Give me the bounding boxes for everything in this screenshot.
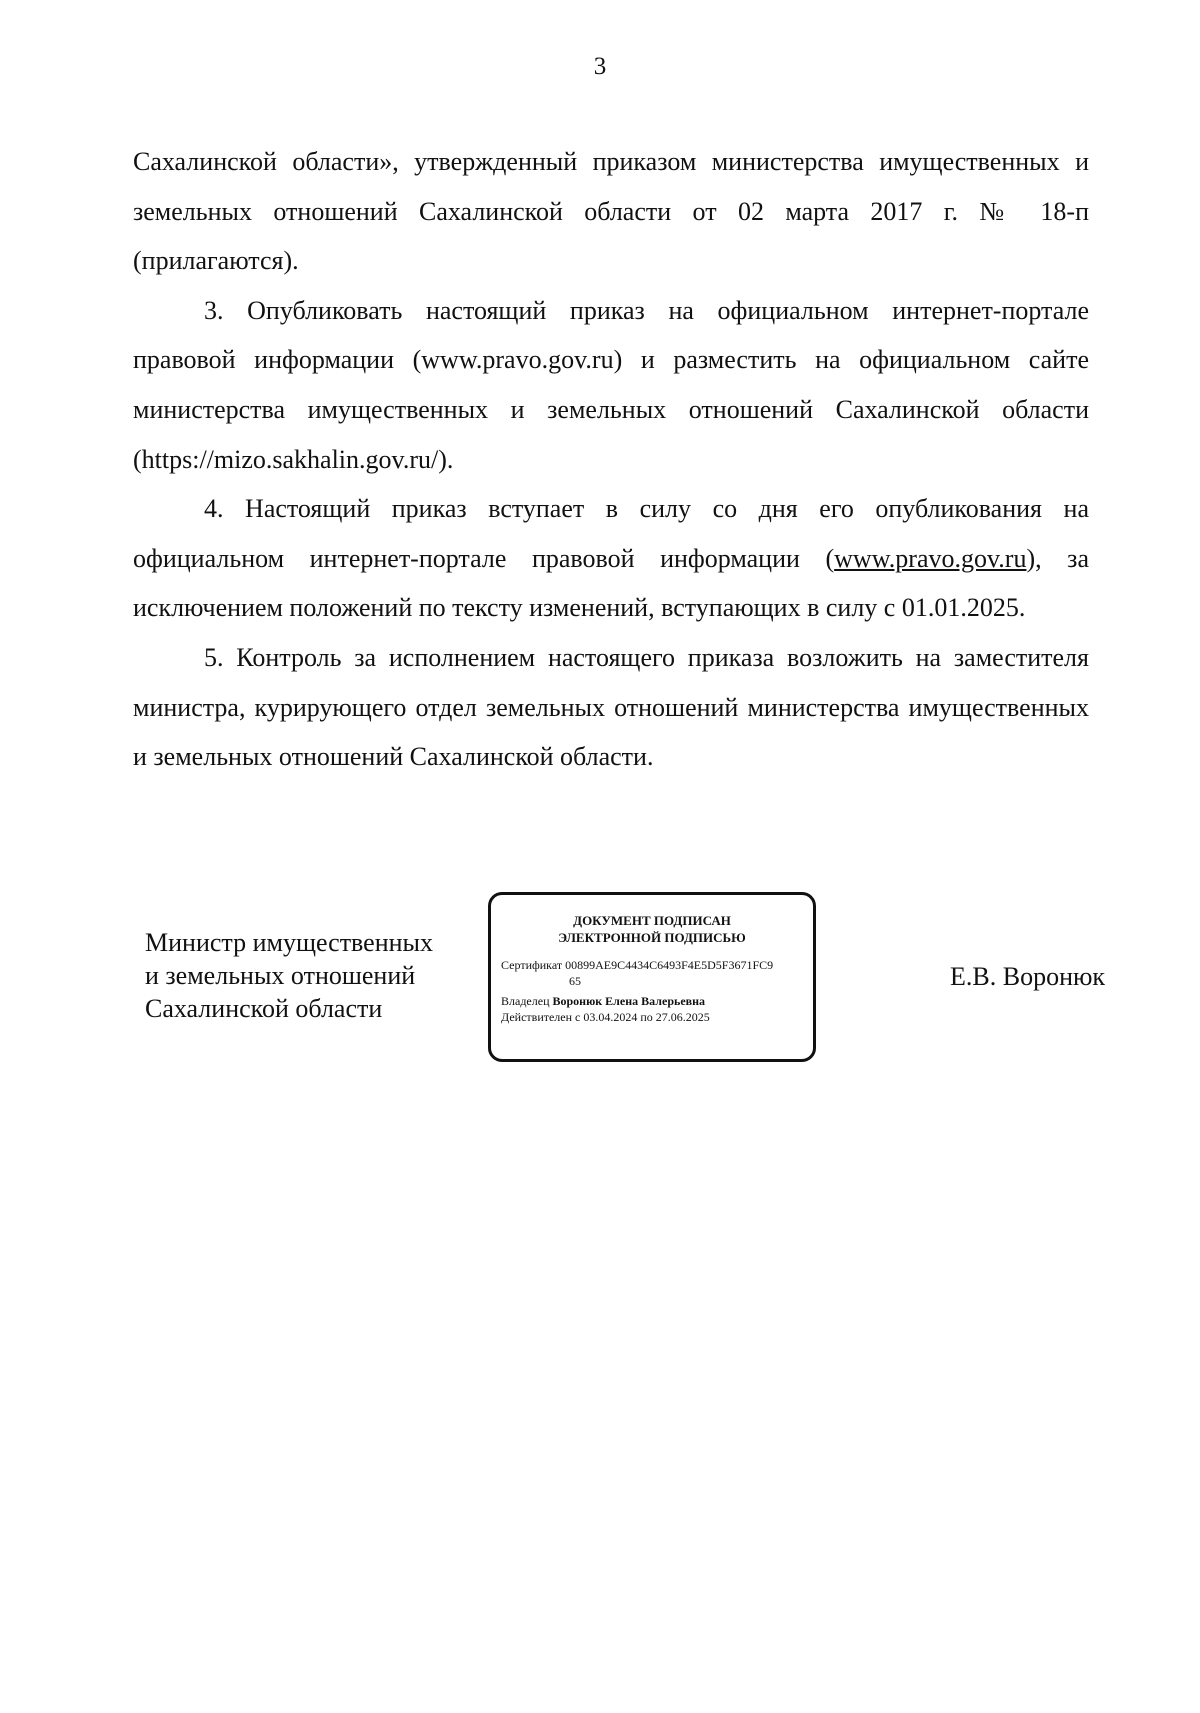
stamp-owner	[501, 993, 803, 1009]
signer-position-line-3: Сахалинской области	[145, 994, 383, 1023]
stamp-heading-1: ДОКУМЕНТ ПОДПИСАН	[573, 913, 731, 928]
paragraph-4-text-before: 4. Настоящий приказ вступает в силу со дня его опубликования на официальном интернет-портале правовой информации (	[133, 494, 1089, 573]
paragraph-continuation: Сахалинской области», утвержденный приказом министерства имущественных и земельных отношений Сахалинской области от 02 марта 2017 г. № 18-п (прилагаются).	[133, 147, 1089, 276]
signer-position-line-1: Министр имущественных	[145, 928, 434, 957]
stamp-validity: Действителен с 03.04.2024 по 27.06.2025	[501, 1010, 710, 1024]
paragraph-4-text-after: ), за исключением положений по тексту изменений, вступающих в силу с 01.01.2025.	[133, 543, 1089, 623]
stamp-cert-value-tail: 65	[569, 974, 581, 988]
paragraph-5-control: 5. Контроль за исполнением настоящего приказа возложить на заместителя министра, курирующего отдел земельных отношений министерства имущественных и земельных отношений Сахалинской области.	[133, 642, 1089, 772]
stamp-owner-name: Воронюк Елена Валерьевна	[552, 994, 706, 1008]
stamp-owner-label: Владелец	[501, 994, 550, 1008]
stamp-cert-value: 00899AE9C4434C6493F4E5D5F3671FC9	[565, 958, 774, 972]
signer-name: Е.В. Воронюк	[950, 962, 1106, 991]
pravo-gov-link[interactable]: www.pravo.gov.ru	[834, 543, 1027, 573]
stamp-heading-2: ЭЛЕКТРОННОЙ ПОДПИСЬЮ	[558, 930, 746, 945]
page-number: 3	[593, 53, 607, 80]
stamp-certificate	[501, 957, 803, 973]
signer-position	[145, 926, 485, 1025]
stamp-cert-label: Сертификат	[501, 958, 563, 972]
electronic-signature-stamp	[488, 892, 816, 1062]
signer-position-line-2: и земельных отношений	[145, 961, 416, 990]
paragraph-3-publication: 3. Опубликовать настоящий приказ на официальном интернет-портале правовой информации (www.pravo.gov.ru) и разместить на официальном сайте министерства имущественных и земельных отношений Сахалинской области (https://mizo.sakhalin.gov.ru/).	[133, 295, 1089, 474]
